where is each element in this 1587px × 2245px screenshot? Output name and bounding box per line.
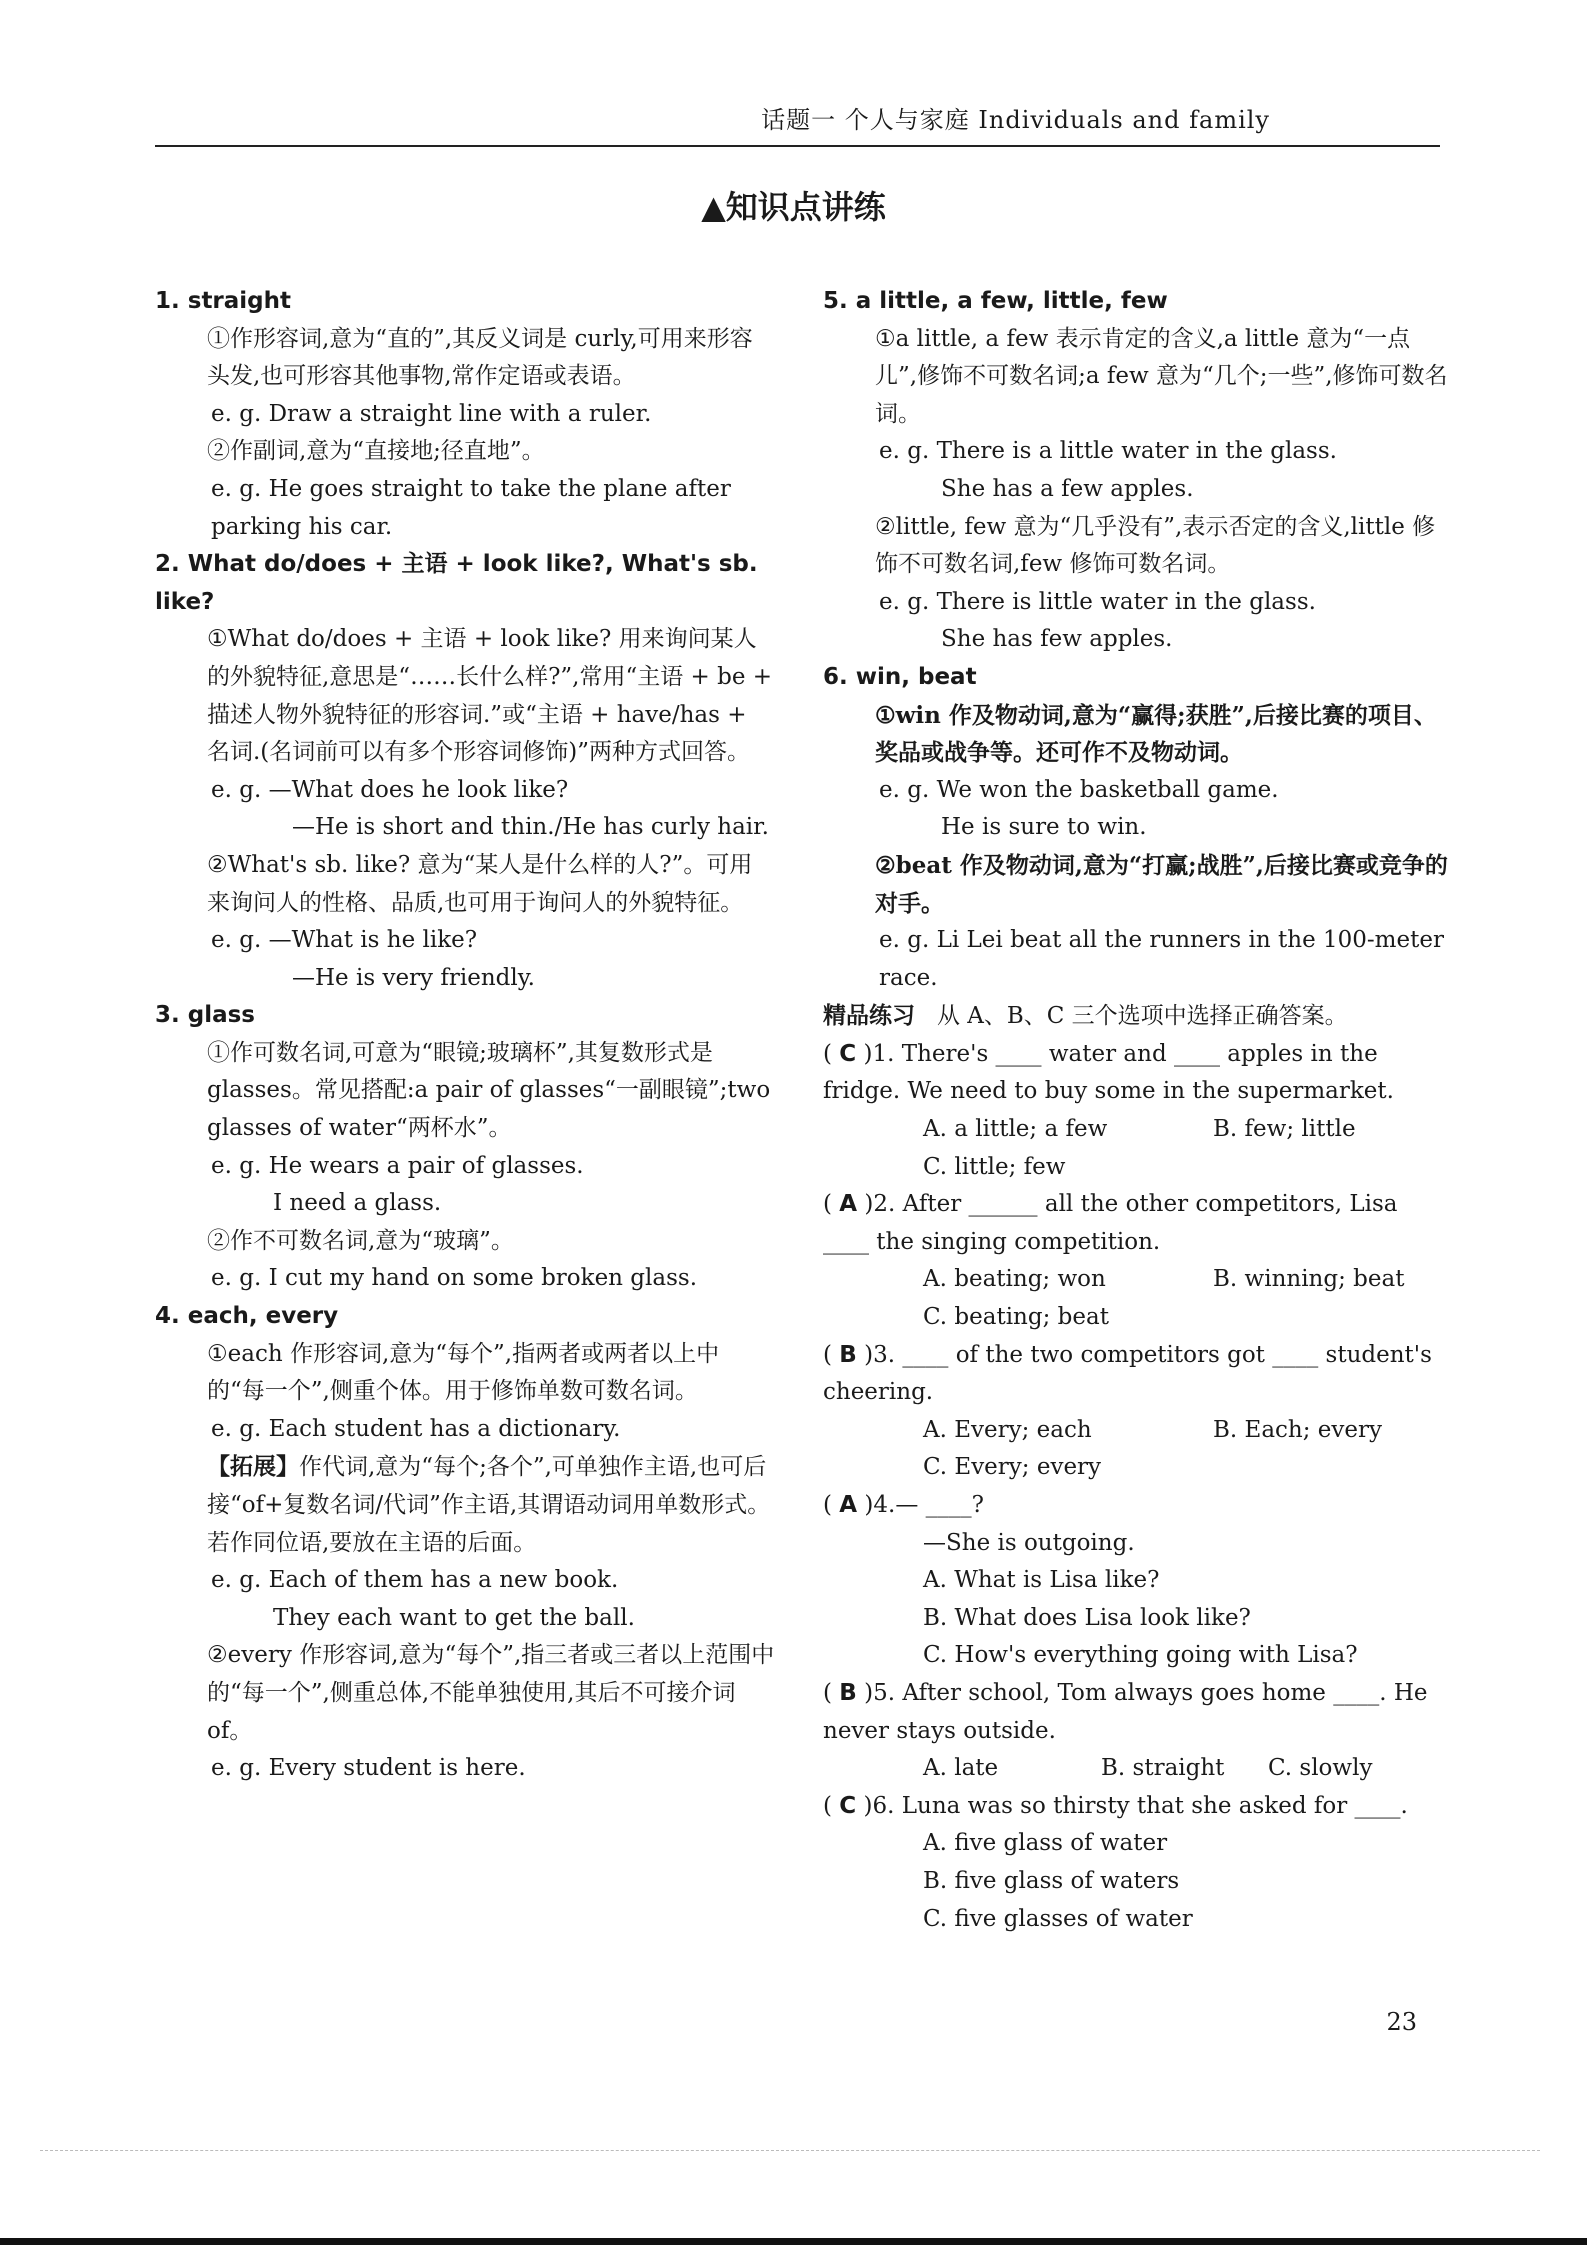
practice-instruction: 从 A、B、C 三个选项中选择正确答案。 (936, 1003, 1348, 1030)
question-3-option-a: A. Every; each (923, 1416, 1092, 1443)
question-5-option-a: A. late (923, 1755, 999, 1782)
question-2-option-b: B. winning; beat (1213, 1266, 1405, 1293)
question-3-answer: B (839, 1341, 857, 1368)
question-2-option-a: A. beating; won (923, 1266, 1106, 1293)
right-column (823, 283, 1448, 1938)
question-2-option-c: C. beating; beat (923, 1304, 1109, 1331)
question-6-option-b: B. five glass of waters (923, 1867, 1180, 1894)
section-5-point-2: ②little, few 意为“几乎没有”,表示否定的含义,little 修饰不可数名词,few 修饰可数名词。 (875, 513, 1436, 578)
section-2-example-1a: e. g. —What does he look like? (211, 776, 569, 803)
section-6-example-1b: He is sure to win. (941, 814, 1147, 841)
section-2-point-2: ②What's sb. like? 意为“某人是什么样的人?”。可用来询问人的性格、品质,也可用于询问人的外貌特征。 (207, 851, 753, 916)
section-6-point-2: ②beat 作及物动词,意为“打赢;战胜”,后接比赛或竞争的对手。 (875, 851, 1448, 917)
section-6-example-2: e. g. Li Lei beat all the runners in the 100-meter race. (879, 927, 1444, 991)
practice-label: 精品练习 (823, 1002, 915, 1030)
question-4-stem: — ____? (895, 1492, 985, 1518)
question-5: ( B )5. After school, Tom always goes home ____. He never stays outside. A. late B. straight C. slowly (823, 1675, 1448, 1788)
section-5-example-1a: e. g. There is a little water in the glass. (879, 438, 1337, 465)
question-4-number: 4. (873, 1492, 896, 1518)
section-5-example-2a: e. g. There is little water in the glass. (879, 588, 1316, 615)
question-1-option-b: B. few; little (1213, 1116, 1356, 1143)
question-6-answer: C (839, 1792, 857, 1819)
question-4-option-c: C. How's everything going with Lisa? (923, 1642, 1358, 1669)
section-5-point-1: ①a little, a few 表示肯定的含义,a little 意为“一点儿”,修饰不可数名词;a few 意为“几个;一些”,修饰可数名词。 (875, 325, 1448, 427)
question-5-answer: B (839, 1679, 857, 1706)
practice-heading (823, 997, 1448, 1036)
section-3-example-1b: I need a glass. (273, 1190, 442, 1217)
section-2-example-1b: —He is short and thin./He has curly hair. (292, 814, 769, 841)
section-6-example-1a: e. g. We won the basketball game. (879, 776, 1279, 803)
footer-margin-marks (40, 2150, 1540, 2221)
section-3-title: 3. glass (155, 1002, 255, 1029)
section-3-example-2: e. g. I cut my hand on some broken glass. (211, 1265, 698, 1292)
question-4: ( A )4.— ____? —She is outgoing. A. What is Lisa like? B. What does Lisa look like? C. How's everything going with Lisa? (823, 1487, 1448, 1675)
question-2-number: 2. (873, 1191, 896, 1218)
section-4-example-1: e. g. Each student has a dictionary. (211, 1415, 621, 1442)
question-5-option-c: C. slowly (1268, 1755, 1373, 1782)
page-header (155, 100, 1440, 147)
page-number: 23 (1386, 2008, 1417, 2036)
question-6-stem: Luna was so thirsty that she asked for ____. (901, 1792, 1408, 1819)
question-3-option-c: C. Every; every (923, 1454, 1102, 1481)
section-5-example-2b: She has few apples. (941, 626, 1173, 653)
section-1-example-1: e. g. Draw a straight line with a ruler. (211, 400, 652, 427)
question-3: ( B )3. ____ of the two competitors got ____ student's cheering. A. Every; each B. Each; every C. Every; every (823, 1337, 1448, 1487)
section-2-title: 2. What do/does + 主语 + look like?, What's sb. like? (155, 551, 758, 615)
question-6-option-a: A. five glass of water (923, 1830, 1168, 1857)
section-3-example-1a: e. g. He wears a pair of glasses. (211, 1152, 584, 1179)
question-5-number: 5. (873, 1679, 896, 1706)
question-4-option-a: A. What is Lisa like? (923, 1567, 1160, 1594)
section-1-point-1: ①作形容词,意为“直的”,其反义词是 curly,可用来形容头发,也可形容其他事物,常作定语或表语。 (207, 325, 753, 390)
question-2: ( A )2. After ______ all the other competitors, Lisa ____ the singing competition. A. beating; won B. winning; beat C. beating; beat (823, 1186, 1448, 1336)
section-6-point-1: ①win 作及物动词,意为“赢得;获胜”,后接比赛的项目、奖品或战争等。还可作不及物动词。 (875, 701, 1437, 767)
question-1-answer: C (839, 1040, 857, 1067)
section-4-example-2b: They each want to get the ball. (273, 1604, 635, 1631)
section-4-example-2a: e. g. Each of them has a new book. (211, 1567, 619, 1594)
question-1-option-a: A. a little; a few (923, 1116, 1108, 1143)
question-3-stem: ____ of the two competitors got ____ student's cheering. (823, 1341, 1432, 1406)
question-6-number: 6. (872, 1792, 895, 1819)
question-2-stem: After ______ all the other competitors, Lisa ____ the singing competition. (823, 1191, 1398, 1255)
section-title: ▲知识点讲练 (701, 188, 886, 226)
section-4-point-1: ①each 作形容词,意为“每个”,指两者或两者以上中的“每一个”,侧重个体。用于修饰单数可数名词。 (207, 1340, 720, 1405)
section-1-title: 1. straight (155, 288, 292, 314)
question-4-answer: A (839, 1492, 858, 1518)
extension-label: 【拓展】 (207, 1453, 299, 1481)
section-2-point-1: ①What do/does + 主语 + look like? 用来询问某人的外貌特征,意思是“……长什么样?”,常用“主语 + be + 描述人物外貌特征的形容词.”或“主语 + have/has + 名词.(名词前可以有多个形容词修饰)”两种方式回答。 (207, 626, 773, 766)
section-4-example-3: e. g. Every student is here. (211, 1755, 526, 1782)
question-5-option-b: B. straight (1101, 1755, 1225, 1782)
question-3-number: 3. (873, 1341, 896, 1368)
section-5-example-1b: She has a few apples. (941, 475, 1194, 502)
section-6-title: 6. win, beat (823, 663, 977, 690)
extension-text: 作代词,意为“每个;各个”,可单独作主语,也可后接“of+复数名词/代词”作主语,其谓语动词用单数形式。若作同位语,要放在主语的后面。 (207, 1454, 771, 1556)
section-1-example-2: e. g. He goes straight to take the plane after parking his car. (211, 475, 731, 540)
section-2-example-2a: e. g. —What is he like? (211, 927, 478, 954)
section-4-title: 4. each, every (155, 1303, 339, 1330)
question-4-stem-2: —She is outgoing. (923, 1529, 1135, 1556)
question-4-option-b: B. What does Lisa look like? (923, 1604, 1251, 1631)
question-1: ( C )1. There's ____ water and ____ apples in the fridge. We need to buy some in the supermarket. A. a little; a few B. few; little C. little; few (823, 1036, 1448, 1186)
header-text: 话题一 个人与家庭 Individuals and family (761, 106, 1270, 134)
left-column (155, 283, 775, 1788)
section-3-point-1: ①作可数名词,可意为“眼镜;玻璃杯”,其复数形式是 glasses。常见搭配:a pair of glasses“一副眼镜”;two glasses of water“两杯水”。 (207, 1039, 771, 1142)
section-1-point-2: ②作副词,意为“直接地;径直地”。 (207, 438, 545, 465)
footer-bar (0, 2238, 1587, 2245)
question-6-option-c: C. five glasses of water (923, 1905, 1193, 1932)
section-5-title: 5. a little, a few, little, few (823, 288, 1168, 314)
question-6: ( C )6. Luna was so thirsty that she asked for ____. A. five glass of water B. five glass of waters C. five glasses of water (823, 1788, 1448, 1938)
section-4-point-2: ②every 作形容词,意为“每个”,指三者或三者以上范围中的“每一个”,侧重总体,不能单独使用,其后不可接介词 of。 (207, 1642, 775, 1744)
question-3-option-b: B. Each; every (1213, 1416, 1382, 1443)
question-1-option-c: C. little; few (923, 1153, 1066, 1180)
section-3-point-2: ②作不可数名词,意为“玻璃”。 (207, 1227, 514, 1254)
section-4-extension (155, 1448, 775, 1562)
question-1-number: 1. (872, 1040, 895, 1067)
section-2-example-2b: —He is very friendly. (292, 964, 535, 991)
question-2-answer: A (839, 1191, 858, 1218)
question-1-stem: There's ____ water and ____ apples in the fridge. We need to buy some in the supermarket. (823, 1040, 1394, 1105)
question-5-stem: After school, Tom always goes home ____. He never stays outside. (823, 1679, 1428, 1744)
